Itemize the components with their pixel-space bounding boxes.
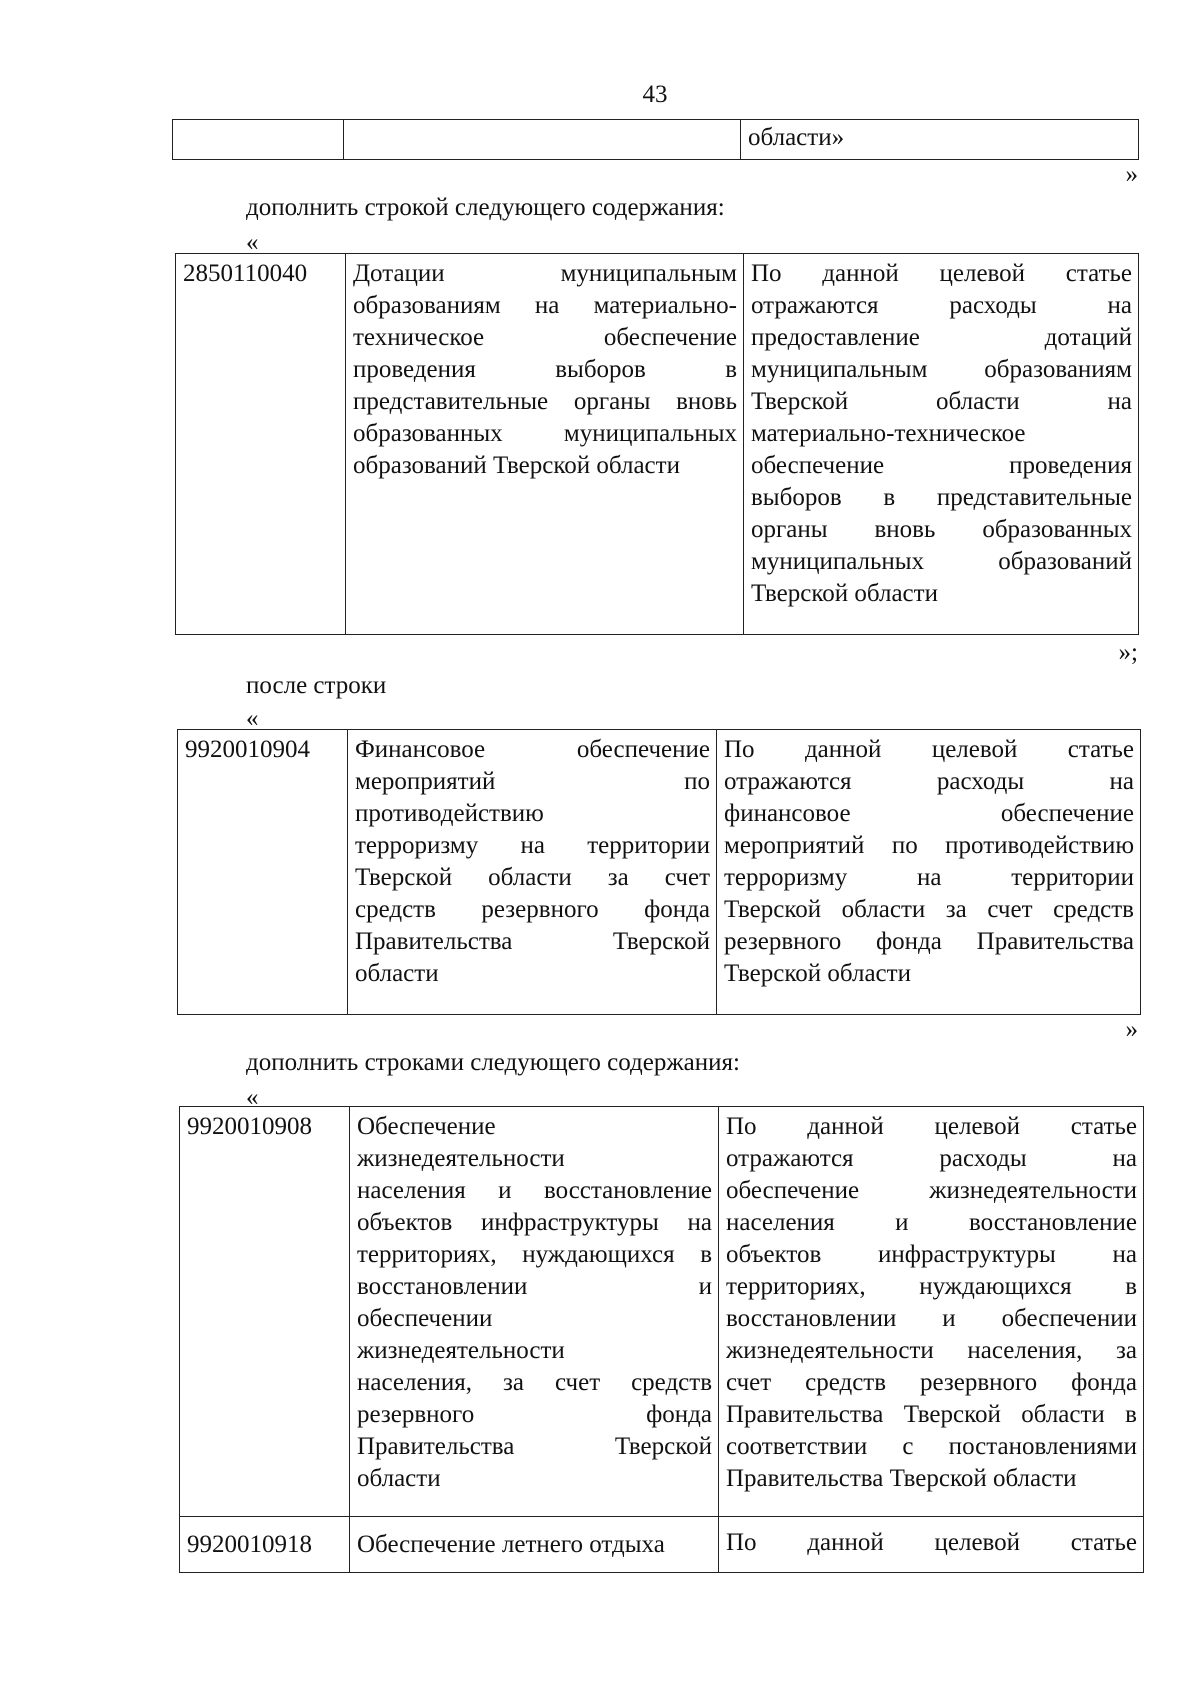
- text-line: образованных муниципальных: [353, 420, 737, 447]
- text-line: обеспечении: [357, 1305, 493, 1332]
- text-line: выборов в представительные: [751, 484, 1132, 511]
- table-addition-2: [179, 1106, 1144, 1573]
- text-line: области: [357, 1465, 441, 1492]
- text-line: Дотации муниципальным: [353, 260, 737, 287]
- text-line: обеспечение проведения: [751, 452, 1132, 479]
- text-line: По данной целевой статье: [724, 736, 1134, 763]
- text-line: противодействию: [355, 800, 544, 827]
- text-line: представительные органы вновь: [353, 388, 737, 415]
- text-line: органы вновь образованных: [751, 516, 1132, 543]
- text-line: Тверской области: [751, 580, 938, 607]
- instruction-text: после строки: [246, 672, 387, 699]
- code-cell: 9920010918: [180, 1517, 350, 1573]
- code-cell: 9920010904: [178, 730, 348, 1015]
- text-line: Обеспечение летнего отдыха: [357, 1531, 665, 1558]
- code-cell: 2850110040: [176, 254, 346, 635]
- opening-quote: «: [246, 1084, 259, 1111]
- name-cell: [348, 730, 717, 1015]
- text-line: По данной целевой статье: [726, 1529, 1137, 1556]
- text-line: По данной целевой статье: [726, 1113, 1137, 1140]
- text-line: терроризму на территории: [355, 832, 710, 859]
- text-line: населения, за счет средств: [357, 1369, 712, 1396]
- instruction-text: дополнить строкой следующего содержания:: [246, 194, 725, 221]
- text-line: Тверской области: [724, 960, 911, 987]
- table-addition-1: [175, 253, 1139, 635]
- text-line: соответствии с постановлениями: [726, 1433, 1137, 1460]
- text-line: Правительства Тверской области: [726, 1465, 1077, 1492]
- text-line: отражаются расходы на: [726, 1145, 1137, 1172]
- text-line: образований Тверской области: [353, 452, 680, 479]
- text-line: средств резервного фонда: [355, 896, 710, 923]
- text-line: терроризму на территории: [724, 864, 1134, 891]
- opening-quote: «: [246, 705, 259, 732]
- table-row: [178, 730, 1141, 1015]
- text-line: материально-техническое: [751, 420, 1026, 447]
- text-line: восстановлении и обеспечении: [726, 1305, 1137, 1332]
- text-line: Правительства Тверской: [357, 1433, 712, 1460]
- description-cell: [719, 1107, 1144, 1517]
- table-row: [176, 254, 1139, 635]
- code-cell: [173, 120, 344, 160]
- closing-quote: »: [1125, 1016, 1138, 1043]
- text-line: Обеспечение: [357, 1113, 496, 1140]
- text-line: Правительства Тверской: [355, 928, 710, 955]
- table-row: [173, 120, 1139, 160]
- name-cell: [350, 1107, 719, 1517]
- text-line: Тверской области за счет: [355, 864, 710, 891]
- text-line: населения и восстановление: [726, 1209, 1137, 1236]
- table-reference: [177, 729, 1141, 1015]
- description-cell: [719, 1517, 1144, 1573]
- text-line: муниципальных образований: [751, 548, 1132, 575]
- closing-quote: »;: [1118, 639, 1138, 666]
- text-line: территориях, нуждающихся в: [726, 1273, 1137, 1300]
- text-line: финансовое обеспечение: [724, 800, 1134, 827]
- description-cell: области»: [741, 120, 1139, 160]
- instruction-text: дополнить строками следующего содержания:: [246, 1049, 740, 1076]
- table-continuation: [172, 119, 1139, 160]
- text-line: области: [355, 960, 439, 987]
- text-line: восстановлении и: [357, 1273, 712, 1300]
- text-line: объектов инфраструктуры на: [357, 1209, 712, 1236]
- text-line: муниципальным образованиям: [751, 356, 1132, 383]
- text-line: жизнедеятельности: [357, 1337, 565, 1364]
- name-cell: [346, 254, 744, 635]
- page-number: 43: [642, 81, 668, 108]
- text-line: резервного фонда Правительства: [724, 928, 1134, 955]
- text-line: образованиям на материально-: [353, 292, 737, 319]
- table-row: [180, 1517, 1144, 1573]
- text-line: территориях, нуждающихся в: [357, 1241, 712, 1268]
- text-line: Тверской области на: [751, 388, 1132, 415]
- text-line: Тверской области за счет средств: [724, 896, 1134, 923]
- description-cell: [717, 730, 1141, 1015]
- text-line: резервного фонда: [357, 1401, 712, 1428]
- opening-quote: «: [246, 229, 259, 256]
- text-line: По данной целевой статье: [751, 260, 1132, 287]
- closing-quote: »: [1125, 161, 1138, 188]
- text-line: мероприятий по: [355, 768, 710, 795]
- text-line: предоставление дотаций: [751, 324, 1132, 351]
- text-line: жизнедеятельности населения, за: [726, 1337, 1137, 1364]
- text-line: обеспечение жизнедеятельности: [726, 1177, 1137, 1204]
- code-cell: 9920010908: [180, 1107, 350, 1517]
- text-line: проведения выборов в: [353, 356, 737, 383]
- text-line: отражаются расходы на: [751, 292, 1132, 319]
- text-line: Правительства Тверской области в: [726, 1401, 1137, 1428]
- text-line: отражаются расходы на: [724, 768, 1134, 795]
- name-cell: [344, 120, 741, 160]
- table-row: [180, 1107, 1144, 1517]
- text-line: техническое обеспечение: [353, 324, 737, 351]
- text-line: населения и восстановление: [357, 1177, 712, 1204]
- text-line: жизнедеятельности: [357, 1145, 565, 1172]
- text-line: мероприятий по противодействию: [724, 832, 1134, 859]
- text-line: Финансовое обеспечение: [355, 736, 710, 763]
- name-cell: [350, 1517, 719, 1573]
- text-line: счет средств резервного фонда: [726, 1369, 1137, 1396]
- text-line: объектов инфраструктуры на: [726, 1241, 1137, 1268]
- description-cell: [744, 254, 1139, 635]
